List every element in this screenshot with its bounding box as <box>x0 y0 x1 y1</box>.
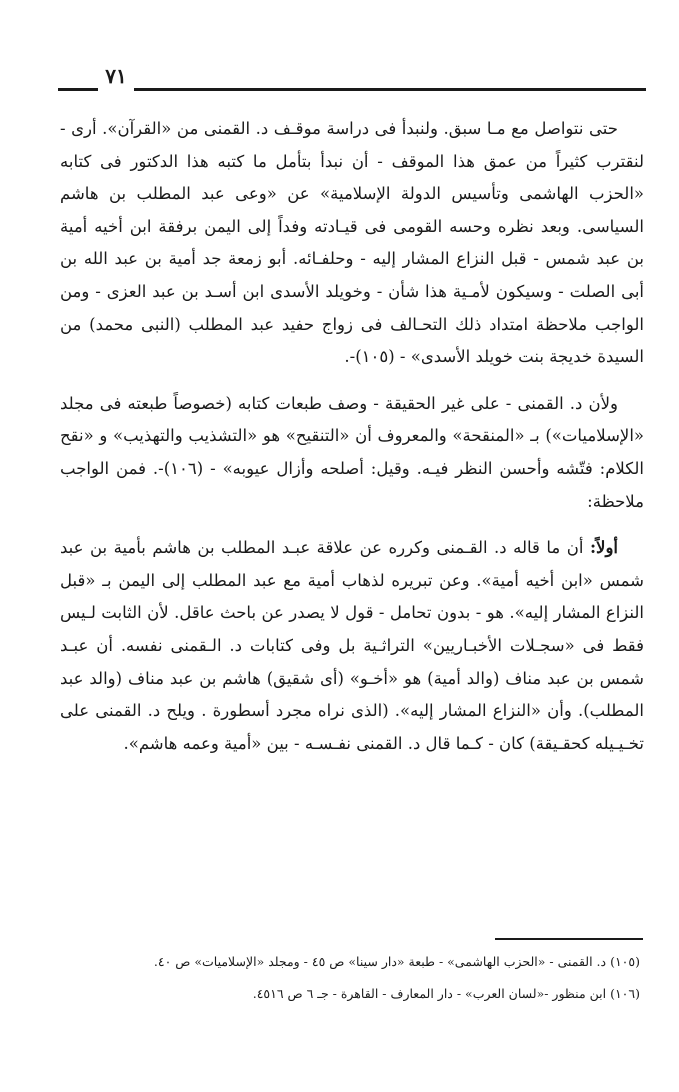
header-rule-right <box>134 88 646 91</box>
page-number: ٧١ <box>105 64 127 88</box>
paragraph-1: حتى نتواصل مع مـا سبق. ولنبدأ فى دراسة موقـف د. القمنى من «القرآن». أرى - لنقترب كثيراً من عمق هذا الموقف - أن نبدأ بتأمل ما كتبه هذا الدكتور فى كتابه «الحزب الهاشمى وتأسيس الدولة الإسلامية» عن «وعى عبد المطلب بن هاشم السياسى. وبعد نظره وحسه القومى فى قيـادته وفداً إلى اليمن برفقة ابن أخيه أمية بن عبد شمس - قبل النزاع المشار إليه - وحلفـائه. أبو زمعة جد أمية بن عبد الله بن أبى الصلت - وسيكون لأمـية هذا شأن - وخويلد الأسدى ابن أسـد بن عبد العزى - ومن الواجب ملاحظة امتداد ذلك التحـالف فى زواج حفيد عبد المطلب (النبى محمد) من السيدة خديجة بنت خويلد الأسدى» - (١٠٥)-. <box>60 119 644 367</box>
page-header <box>58 60 646 100</box>
footnote-separator <box>495 938 643 940</box>
footnote-105: (١٠٥) د. القمنى - «الحزب الهاشمى» - طبعة «دار سينا» ص ٤٥ - ومجلد «الإسلاميات» ص ٤٠. <box>153 954 640 969</box>
footnote-106: (١٠٦) ابن منظور -«لسان العرب» - دار المعارف - القاهرة - جـ ٦ ص ٤٥١٦. <box>252 986 640 1001</box>
paragraph-3 <box>60 532 644 760</box>
point-label: أولاً: <box>589 538 618 558</box>
footnotes <box>60 946 640 1010</box>
paragraph-2: ولأن د. القمنى - على غير الحقيقة - وصف طبعات كتابه (خصوصاً طبعته فى مجلد «الإسلاميات») بـ «المنقحة» والمعروف أن «التنقيح» هو «التشذيب والتهذيب» و «نقح الكلام: فتّشه وأحسن النظر فيـه. وقيل: أصلحه وأزال عيوبه» - (١٠٦)-. فمن الواجب ملاحظة: <box>60 393 644 511</box>
point-text: أن ما قاله د. القـمنى وكرره عن علاقة عبـد المطلب بن هاشم بأمية بن عبد شمس «ابن أخيه أمية». وعن تبريره لذهاب أمية مع عبد المطلب إلى اليمن بـ «قبل النزاع المشار إليه». هو - بدون تحامل - قول لا يصدر عن باحث عاقل. لأن الثابت لـيس فقط فى «سجـلات الأخبـاريين» التراثـية بل وفى كتابات د. الـقمنى نفسه. أن عبـد شمس بن عبد مناف (والد أمية) هو «أخـو» (أى شقيق) هاشم بن عبد مناف (والد عبد المطلب). وأن «النزاع المشار إليه». (الذى نراه مجرد أسطورة . ويلح د. القمنى على تخـيـيله كحقـيقة) كان - كـما قال د. القمنى نفـسـه - بين «أمية وعمه هاشم». <box>60 538 644 753</box>
body-text <box>60 113 644 760</box>
header-rule-left <box>58 88 98 91</box>
